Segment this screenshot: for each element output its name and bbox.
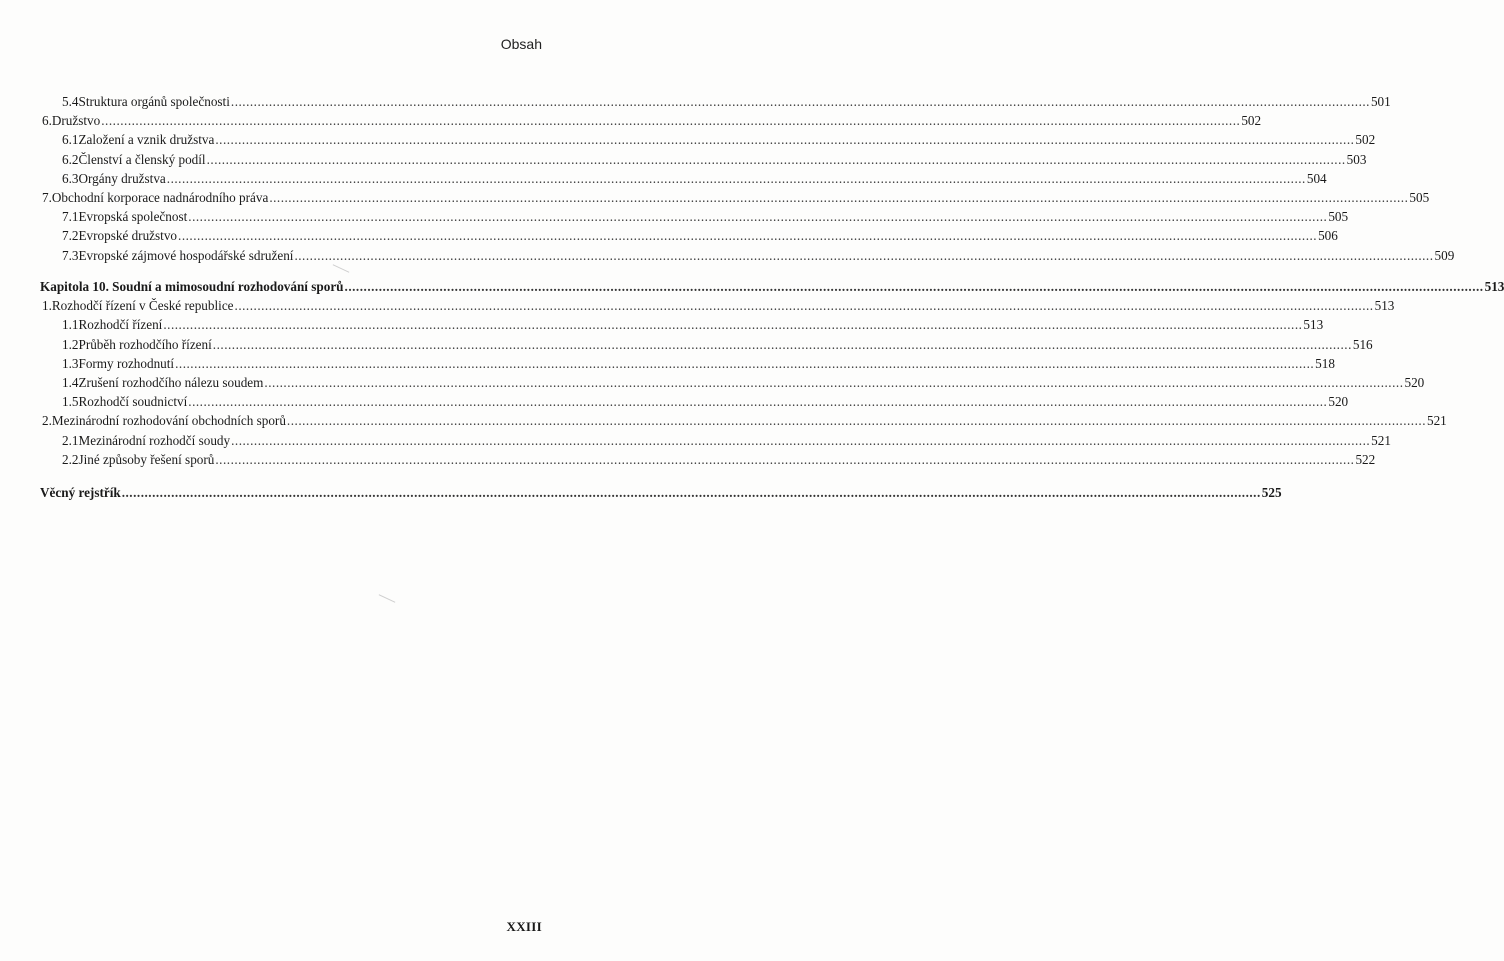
toc-entry-label: Mezinárodní rozhodčí soudy xyxy=(78,432,231,448)
toc-entry-label: Rozhodčí soudnictví xyxy=(78,394,188,410)
toc-entry-page: 513 xyxy=(1303,317,1324,333)
toc-dot-leader: ............................................................................................................................................................................................................................................................................................................ xyxy=(294,247,1434,263)
toc-entry-label: Jiné způsoby řešení sporů xyxy=(78,451,215,467)
scan-speck xyxy=(379,594,396,603)
toc-entry-number: 6.1 xyxy=(62,132,79,148)
toc-dot-leader: ............................................................................................................................................................................................................................................................................................................ xyxy=(344,279,1484,295)
running-header-title: Obsah xyxy=(500,36,542,52)
toc-entry-number: 6.3 xyxy=(62,170,79,186)
toc-entry xyxy=(40,226,1338,245)
toc-dot-leader: ............................................................................................................................................................................................................................................................................................................ xyxy=(231,432,1371,448)
toc-entry-page: 502 xyxy=(1355,132,1376,148)
toc-entry-page: 516 xyxy=(1352,336,1373,352)
toc-entry-label: Formy rozhodnutí xyxy=(78,355,175,371)
toc-entry-page: 525 xyxy=(1261,485,1282,501)
toc-dot-leader: ............................................................................................................................................................................................................................................................................................................ xyxy=(101,113,1241,129)
toc-entry-number: 6.2 xyxy=(62,151,79,167)
toc-entry-page: 522 xyxy=(1355,451,1376,467)
toc-entry-number: 1.1 xyxy=(62,317,79,333)
toc-entry-label: Rozhodčí řízení v České republice xyxy=(51,298,234,314)
toc-dot-leader: ............................................................................................................................................................................................................................................................................................................ xyxy=(188,209,1328,225)
page-number: XXIII xyxy=(506,919,542,934)
toc-entry-number: 2. xyxy=(42,413,52,429)
toc-entry-label: Založení a vznik družstva xyxy=(78,132,215,148)
toc-entry-page: 518 xyxy=(1315,355,1335,371)
toc-entry xyxy=(40,483,1282,502)
table-of-contents xyxy=(40,92,1504,502)
toc-spacer xyxy=(40,265,542,277)
toc-entry-number: 1. xyxy=(42,298,52,314)
toc-entry xyxy=(40,92,1391,111)
toc-entry-label: Struktura orgánů společnosti xyxy=(78,94,230,109)
toc-entry-number: 1.2 xyxy=(62,336,79,352)
toc-entry-page: 501 xyxy=(1370,94,1391,109)
toc-entry xyxy=(40,130,1376,149)
toc-entry xyxy=(40,150,1367,169)
toc-entry-page: 504 xyxy=(1306,170,1327,186)
toc-entry xyxy=(40,277,1504,296)
toc-entry-label: Družstvo xyxy=(51,113,101,129)
toc-entry-label: Evropské družstvo xyxy=(78,228,178,244)
toc-entry xyxy=(40,246,1455,265)
toc-entry xyxy=(40,207,1349,226)
toc-entry-page: 502 xyxy=(1241,113,1262,129)
toc-entry xyxy=(40,335,1373,354)
toc-entry-number: 5.4 xyxy=(62,94,79,109)
toc-entry-number: 7.1 xyxy=(62,209,79,225)
toc-dot-leader: ............................................................................................................................................................................................................................................................................................................ xyxy=(234,298,1374,314)
toc-entry-page: 506 xyxy=(1318,228,1338,244)
toc-dot-leader: ............................................................................................................................................................................................................................................................................................................ xyxy=(269,189,1409,205)
toc-entry-label: Průběh rozhodčího řízení xyxy=(78,336,212,352)
toc-dot-leader: ............................................................................................................................................................................................................................................................................................................ xyxy=(230,94,1370,109)
toc-dot-leader: ............................................................................................................................................................................................................................................................................................................ xyxy=(121,485,1261,501)
toc-entry-number: 7.3 xyxy=(62,247,79,263)
toc-entry-page: 509 xyxy=(1434,247,1455,263)
toc-entry xyxy=(40,296,1395,315)
toc-entry xyxy=(40,392,1349,411)
toc-entry-label: Zrušení rozhodčího nálezu soudem xyxy=(78,375,264,391)
toc-entry xyxy=(40,431,1391,450)
toc-entry-label: Obchodní korporace nadnárodního práva xyxy=(51,189,269,205)
toc-entry-number: 2.1 xyxy=(62,432,79,448)
toc-dot-leader: ............................................................................................................................................................................................................................................................................................................ xyxy=(215,132,1355,148)
toc-dot-leader: ............................................................................................................................................................................................................................................................................................................ xyxy=(166,170,1306,186)
toc-entry-page: 513 xyxy=(1484,279,1504,295)
toc-entry-number: 6. xyxy=(42,113,52,129)
toc-dot-leader: ............................................................................................................................................................................................................................................................................................................ xyxy=(163,317,1303,333)
toc-dot-leader: ............................................................................................................................................................................................................................................................................................................ xyxy=(212,336,1352,352)
toc-entry-label: Mezinárodní rozhodování obchodních sporů xyxy=(51,413,286,429)
toc-entry xyxy=(40,450,1376,469)
toc-entry-number: 1.4 xyxy=(62,375,79,391)
toc-entry-label: Věcný rejstřík xyxy=(40,485,121,501)
toc-entry-page: 513 xyxy=(1374,298,1395,314)
toc-entry-label: Evropská společnost xyxy=(78,209,188,225)
toc-entry-label: Členství a členský podíl xyxy=(78,151,206,167)
toc-dot-leader: ............................................................................................................................................................................................................................................................................................................ xyxy=(188,394,1328,410)
toc-entry-number: 7. xyxy=(42,189,52,205)
toc-dot-leader: ............................................................................................................................................................................................................................................................................................................ xyxy=(286,413,1426,429)
toc-entry-number: 1.3 xyxy=(62,355,79,371)
toc-entry-label: Evropské zájmové hospodářské sdružení xyxy=(78,247,294,263)
toc-entry-page: 521 xyxy=(1371,432,1391,448)
toc-entry-label: Kapitola 10. Soudní a mimosoudní rozhodování sporů xyxy=(40,279,344,295)
toc-entry-label: Orgány družstva xyxy=(78,170,166,186)
toc-entry xyxy=(40,169,1327,188)
toc-entry xyxy=(40,188,1430,207)
toc-dot-leader: ............................................................................................................................................................................................................................................................................................................ xyxy=(215,451,1355,467)
toc-entry-number: 1.5 xyxy=(62,394,79,410)
toc-dot-leader: ............................................................................................................................................................................................................................................................................................................ xyxy=(206,151,1346,167)
toc-entry xyxy=(40,111,1262,130)
toc-dot-leader: ............................................................................................................................................................................................................................................................................................................ xyxy=(178,228,1318,244)
toc-entry-page: 520 xyxy=(1328,394,1349,410)
toc-entry xyxy=(40,411,1447,430)
toc-entry xyxy=(40,373,1425,392)
toc-dot-leader: ............................................................................................................................................................................................................................................................................................................ xyxy=(264,375,1404,391)
toc-entry-page: 503 xyxy=(1346,151,1367,167)
toc-spacer xyxy=(40,469,542,483)
toc-entry-page: 505 xyxy=(1409,189,1430,205)
toc-entry-number: 2.2 xyxy=(62,451,79,467)
toc-dot-leader: ............................................................................................................................................................................................................................................................................................................ xyxy=(175,355,1315,371)
toc-entry-page: 505 xyxy=(1328,209,1349,225)
toc-entry-number: 7.2 xyxy=(62,228,79,244)
toc-entry xyxy=(40,315,1324,334)
toc-entry-page: 520 xyxy=(1404,375,1425,391)
toc-entry xyxy=(40,354,1335,373)
toc-entry-page: 521 xyxy=(1426,413,1447,429)
toc-entry-label: Rozhodčí řízení xyxy=(78,317,163,333)
